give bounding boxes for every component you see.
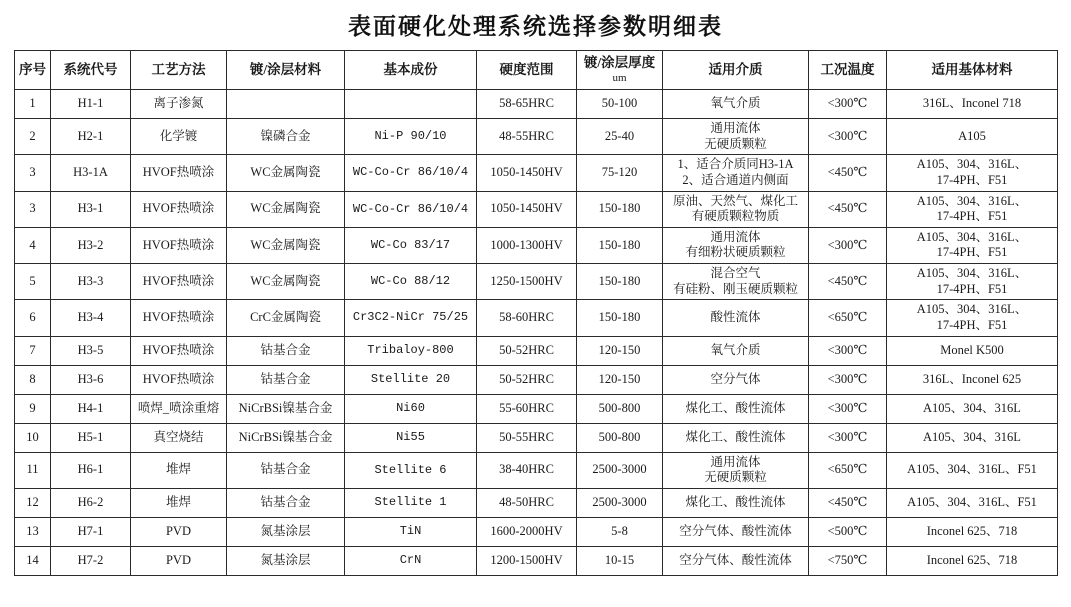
cell-system-code: H3-6 bbox=[51, 365, 131, 394]
cell-thickness: 5-8 bbox=[577, 517, 663, 546]
cell-temperature: <750℃ bbox=[809, 546, 887, 575]
cell-thickness: 150-180 bbox=[577, 191, 663, 227]
cell-process: 堆焊 bbox=[131, 488, 227, 517]
table-row bbox=[15, 227, 1058, 263]
cell-medium: 氧气介质 bbox=[663, 90, 809, 119]
cell-system-code: H5-1 bbox=[51, 423, 131, 452]
cell-medium: 煤化工、酸性流体 bbox=[663, 394, 809, 423]
cell-substrate: A105、304、316L bbox=[887, 394, 1058, 423]
cell-process: 喷焊_喷涂重熔 bbox=[131, 394, 227, 423]
table-row bbox=[15, 365, 1058, 394]
cell-system-code: H3-5 bbox=[51, 336, 131, 365]
cell-composition: Ni60 bbox=[345, 394, 477, 423]
table-row bbox=[15, 119, 1058, 155]
cell-temperature: <650℃ bbox=[809, 300, 887, 336]
cell-system-code: H3-2 bbox=[51, 227, 131, 263]
cell-thickness: 150-180 bbox=[577, 264, 663, 300]
cell-no: 11 bbox=[15, 452, 51, 488]
cell-temperature: <300℃ bbox=[809, 365, 887, 394]
cell-composition: Stellite 1 bbox=[345, 488, 477, 517]
cell-medium: 空分气体、酸性流体 bbox=[663, 517, 809, 546]
column-header-thickness: 镀/涂层厚度 um bbox=[577, 51, 663, 90]
cell-no: 12 bbox=[15, 488, 51, 517]
cell-temperature: <300℃ bbox=[809, 227, 887, 263]
table-row bbox=[15, 394, 1058, 423]
table-row bbox=[15, 423, 1058, 452]
table-row bbox=[15, 336, 1058, 365]
table-row bbox=[15, 191, 1058, 227]
cell-hardness: 1050-1450HV bbox=[477, 155, 577, 191]
page-title: 表面硬化处理系统选择参数明细表 bbox=[348, 14, 723, 39]
cell-hardness: 1250-1500HV bbox=[477, 264, 577, 300]
cell-system-code: H7-1 bbox=[51, 517, 131, 546]
cell-composition: WC-Co-Cr 86/10/4 bbox=[345, 155, 477, 191]
cell-process: HVOF热喷涂 bbox=[131, 300, 227, 336]
cell-thickness: 150-180 bbox=[577, 227, 663, 263]
cell-hardness: 48-50HRC bbox=[477, 488, 577, 517]
cell-composition: TiN bbox=[345, 517, 477, 546]
cell-temperature: <300℃ bbox=[809, 119, 887, 155]
cell-thickness: 10-15 bbox=[577, 546, 663, 575]
table-row bbox=[15, 264, 1058, 300]
cell-hardness: 1200-1500HV bbox=[477, 546, 577, 575]
column-header-process: 工艺方法 bbox=[131, 51, 227, 90]
column-header-system-code: 系统代号 bbox=[51, 51, 131, 90]
cell-composition: Ni55 bbox=[345, 423, 477, 452]
cell-thickness: 120-150 bbox=[577, 336, 663, 365]
cell-hardness: 50-52HRC bbox=[477, 365, 577, 394]
cell-no: 7 bbox=[15, 336, 51, 365]
cell-substrate: A105、304、316L、 17-4PH、F51 bbox=[887, 227, 1058, 263]
cell-temperature: <500℃ bbox=[809, 517, 887, 546]
cell-substrate: 316L、Inconel 718 bbox=[887, 90, 1058, 119]
cell-hardness: 58-60HRC bbox=[477, 300, 577, 336]
column-header-medium: 适用介质 bbox=[663, 51, 809, 90]
cell-process: PVD bbox=[131, 517, 227, 546]
cell-thickness: 2500-3000 bbox=[577, 488, 663, 517]
cell-temperature: <300℃ bbox=[809, 394, 887, 423]
table-row bbox=[15, 300, 1058, 336]
cell-no: 1 bbox=[15, 90, 51, 119]
cell-thickness: 120-150 bbox=[577, 365, 663, 394]
cell-substrate: A105、304、316L、F51 bbox=[887, 488, 1058, 517]
cell-hardness: 1050-1450HV bbox=[477, 191, 577, 227]
column-header-no: 序号 bbox=[15, 51, 51, 90]
cell-process: 堆焊 bbox=[131, 452, 227, 488]
cell-hardness: 38-40HRC bbox=[477, 452, 577, 488]
cell-process: HVOF热喷涂 bbox=[131, 155, 227, 191]
cell-hardness: 50-55HRC bbox=[477, 423, 577, 452]
cell-coating-material: WC金属陶瓷 bbox=[227, 191, 345, 227]
cell-system-code: H1-1 bbox=[51, 90, 131, 119]
cell-composition: Ni-P 90/10 bbox=[345, 119, 477, 155]
cell-process: 化学镀 bbox=[131, 119, 227, 155]
cell-composition: Stellite 6 bbox=[345, 452, 477, 488]
cell-temperature: <450℃ bbox=[809, 191, 887, 227]
cell-thickness: 50-100 bbox=[577, 90, 663, 119]
cell-no: 5 bbox=[15, 264, 51, 300]
cell-medium: 空分气体、酸性流体 bbox=[663, 546, 809, 575]
cell-substrate: Monel K500 bbox=[887, 336, 1058, 365]
cell-coating-material: NiCrBSi镍基合金 bbox=[227, 394, 345, 423]
cell-composition bbox=[345, 90, 477, 119]
cell-system-code: H7-2 bbox=[51, 546, 131, 575]
cell-composition: Tribaloy-800 bbox=[345, 336, 477, 365]
column-header-thickness-unit: um bbox=[612, 71, 627, 84]
cell-coating-material: WC金属陶瓷 bbox=[227, 264, 345, 300]
cell-coating-material: 钴基合金 bbox=[227, 336, 345, 365]
cell-temperature: <450℃ bbox=[809, 488, 887, 517]
cell-temperature: <300℃ bbox=[809, 336, 887, 365]
column-header-composition: 基本成份 bbox=[345, 51, 477, 90]
cell-medium: 通用流体 无硬质颗粒 bbox=[663, 119, 809, 155]
cell-thickness: 500-800 bbox=[577, 394, 663, 423]
cell-medium: 煤化工、酸性流体 bbox=[663, 423, 809, 452]
cell-hardness: 1600-2000HV bbox=[477, 517, 577, 546]
cell-thickness: 2500-3000 bbox=[577, 452, 663, 488]
cell-medium: 通用流体 有细粉状硬质颗粒 bbox=[663, 227, 809, 263]
table-row bbox=[15, 488, 1058, 517]
table-row bbox=[15, 155, 1058, 191]
table-row bbox=[15, 90, 1058, 119]
cell-temperature: <300℃ bbox=[809, 423, 887, 452]
cell-hardness: 58-65HRC bbox=[477, 90, 577, 119]
table-row bbox=[15, 517, 1058, 546]
cell-medium: 煤化工、酸性流体 bbox=[663, 488, 809, 517]
cell-substrate: A105、304、316L、 17-4PH、F51 bbox=[887, 264, 1058, 300]
cell-composition: CrN bbox=[345, 546, 477, 575]
cell-thickness: 25-40 bbox=[577, 119, 663, 155]
cell-coating-material: 钴基合金 bbox=[227, 365, 345, 394]
table-body bbox=[15, 90, 1058, 576]
cell-substrate: A105、304、316L bbox=[887, 423, 1058, 452]
cell-temperature: <300℃ bbox=[809, 90, 887, 119]
cell-substrate: A105 bbox=[887, 119, 1058, 155]
cell-coating-material bbox=[227, 90, 345, 119]
cell-no: 2 bbox=[15, 119, 51, 155]
cell-coating-material: 钴基合金 bbox=[227, 488, 345, 517]
cell-system-code: H6-1 bbox=[51, 452, 131, 488]
cell-system-code: H2-1 bbox=[51, 119, 131, 155]
cell-medium: 空分气体 bbox=[663, 365, 809, 394]
cell-medium: 混合空气 有硅粉、刚玉硬质颗粒 bbox=[663, 264, 809, 300]
cell-no: 6 bbox=[15, 300, 51, 336]
table-row bbox=[15, 546, 1058, 575]
cell-system-code: H3-1A bbox=[51, 155, 131, 191]
cell-system-code: H3-4 bbox=[51, 300, 131, 336]
cell-no: 10 bbox=[15, 423, 51, 452]
cell-process: HVOF热喷涂 bbox=[131, 227, 227, 263]
column-header-substrate: 适用基体材料 bbox=[887, 51, 1058, 90]
cell-process: HVOF热喷涂 bbox=[131, 365, 227, 394]
cell-substrate: A105、304、316L、 17-4PH、F51 bbox=[887, 155, 1058, 191]
cell-thickness: 75-120 bbox=[577, 155, 663, 191]
cell-substrate: A105、304、316L、 17-4PH、F51 bbox=[887, 300, 1058, 336]
cell-coating-material: 镍磷合金 bbox=[227, 119, 345, 155]
cell-composition: Stellite 20 bbox=[345, 365, 477, 394]
cell-temperature: <650℃ bbox=[809, 452, 887, 488]
cell-coating-material: 钴基合金 bbox=[227, 452, 345, 488]
cell-process: HVOF热喷涂 bbox=[131, 264, 227, 300]
cell-hardness: 1000-1300HV bbox=[477, 227, 577, 263]
table-header-row bbox=[15, 51, 1058, 90]
cell-process: 离子渗氮 bbox=[131, 90, 227, 119]
cell-hardness: 50-52HRC bbox=[477, 336, 577, 365]
cell-composition: WC-Co 88/12 bbox=[345, 264, 477, 300]
cell-system-code: H3-1 bbox=[51, 191, 131, 227]
cell-composition: WC-Co 83/17 bbox=[345, 227, 477, 263]
cell-coating-material: 氮基涂层 bbox=[227, 546, 345, 575]
cell-process: 真空烧结 bbox=[131, 423, 227, 452]
cell-no: 13 bbox=[15, 517, 51, 546]
column-header-hardness: 硬度范围 bbox=[477, 51, 577, 90]
cell-system-code: H4-1 bbox=[51, 394, 131, 423]
cell-medium: 原油、天然气、煤化工 有硬质颗粒物质 bbox=[663, 191, 809, 227]
cell-process: PVD bbox=[131, 546, 227, 575]
cell-no: 3 bbox=[15, 191, 51, 227]
cell-composition: WC-Co-Cr 86/10/4 bbox=[345, 191, 477, 227]
cell-substrate: Inconel 625、718 bbox=[887, 517, 1058, 546]
cell-no: 8 bbox=[15, 365, 51, 394]
cell-no: 3 bbox=[15, 155, 51, 191]
cell-composition: Cr3C2-NiCr 75/25 bbox=[345, 300, 477, 336]
cell-no: 14 bbox=[15, 546, 51, 575]
cell-medium: 酸性流体 bbox=[663, 300, 809, 336]
cell-substrate: A105、304、316L、F51 bbox=[887, 452, 1058, 488]
cell-coating-material: CrC金属陶瓷 bbox=[227, 300, 345, 336]
cell-coating-material: WC金属陶瓷 bbox=[227, 155, 345, 191]
cell-substrate: A105、304、316L、 17-4PH、F51 bbox=[887, 191, 1058, 227]
cell-thickness: 500-800 bbox=[577, 423, 663, 452]
cell-substrate: Inconel 625、718 bbox=[887, 546, 1058, 575]
cell-no: 4 bbox=[15, 227, 51, 263]
cell-hardness: 48-55HRC bbox=[477, 119, 577, 155]
table-row bbox=[15, 452, 1058, 488]
cell-thickness: 150-180 bbox=[577, 300, 663, 336]
cell-medium: 1、适合介质同H3-1A 2、适合通道内侧面 bbox=[663, 155, 809, 191]
column-header-coating-material: 镀/涂层材料 bbox=[227, 51, 345, 90]
cell-process: HVOF热喷涂 bbox=[131, 191, 227, 227]
cell-coating-material: NiCrBSi镍基合金 bbox=[227, 423, 345, 452]
cell-hardness: 55-60HRC bbox=[477, 394, 577, 423]
cell-coating-material: 氮基涂层 bbox=[227, 517, 345, 546]
cell-medium: 氧气介质 bbox=[663, 336, 809, 365]
cell-temperature: <450℃ bbox=[809, 155, 887, 191]
cell-system-code: H3-3 bbox=[51, 264, 131, 300]
cell-substrate: 316L、Inconel 625 bbox=[887, 365, 1058, 394]
cell-temperature: <450℃ bbox=[809, 264, 887, 300]
cell-system-code: H6-2 bbox=[51, 488, 131, 517]
cell-no: 9 bbox=[15, 394, 51, 423]
cell-process: HVOF热喷涂 bbox=[131, 336, 227, 365]
cell-coating-material: WC金属陶瓷 bbox=[227, 227, 345, 263]
cell-medium: 通用流体 无硬质颗粒 bbox=[663, 452, 809, 488]
spec-table bbox=[14, 50, 1058, 576]
column-header-temperature: 工况温度 bbox=[809, 51, 887, 90]
